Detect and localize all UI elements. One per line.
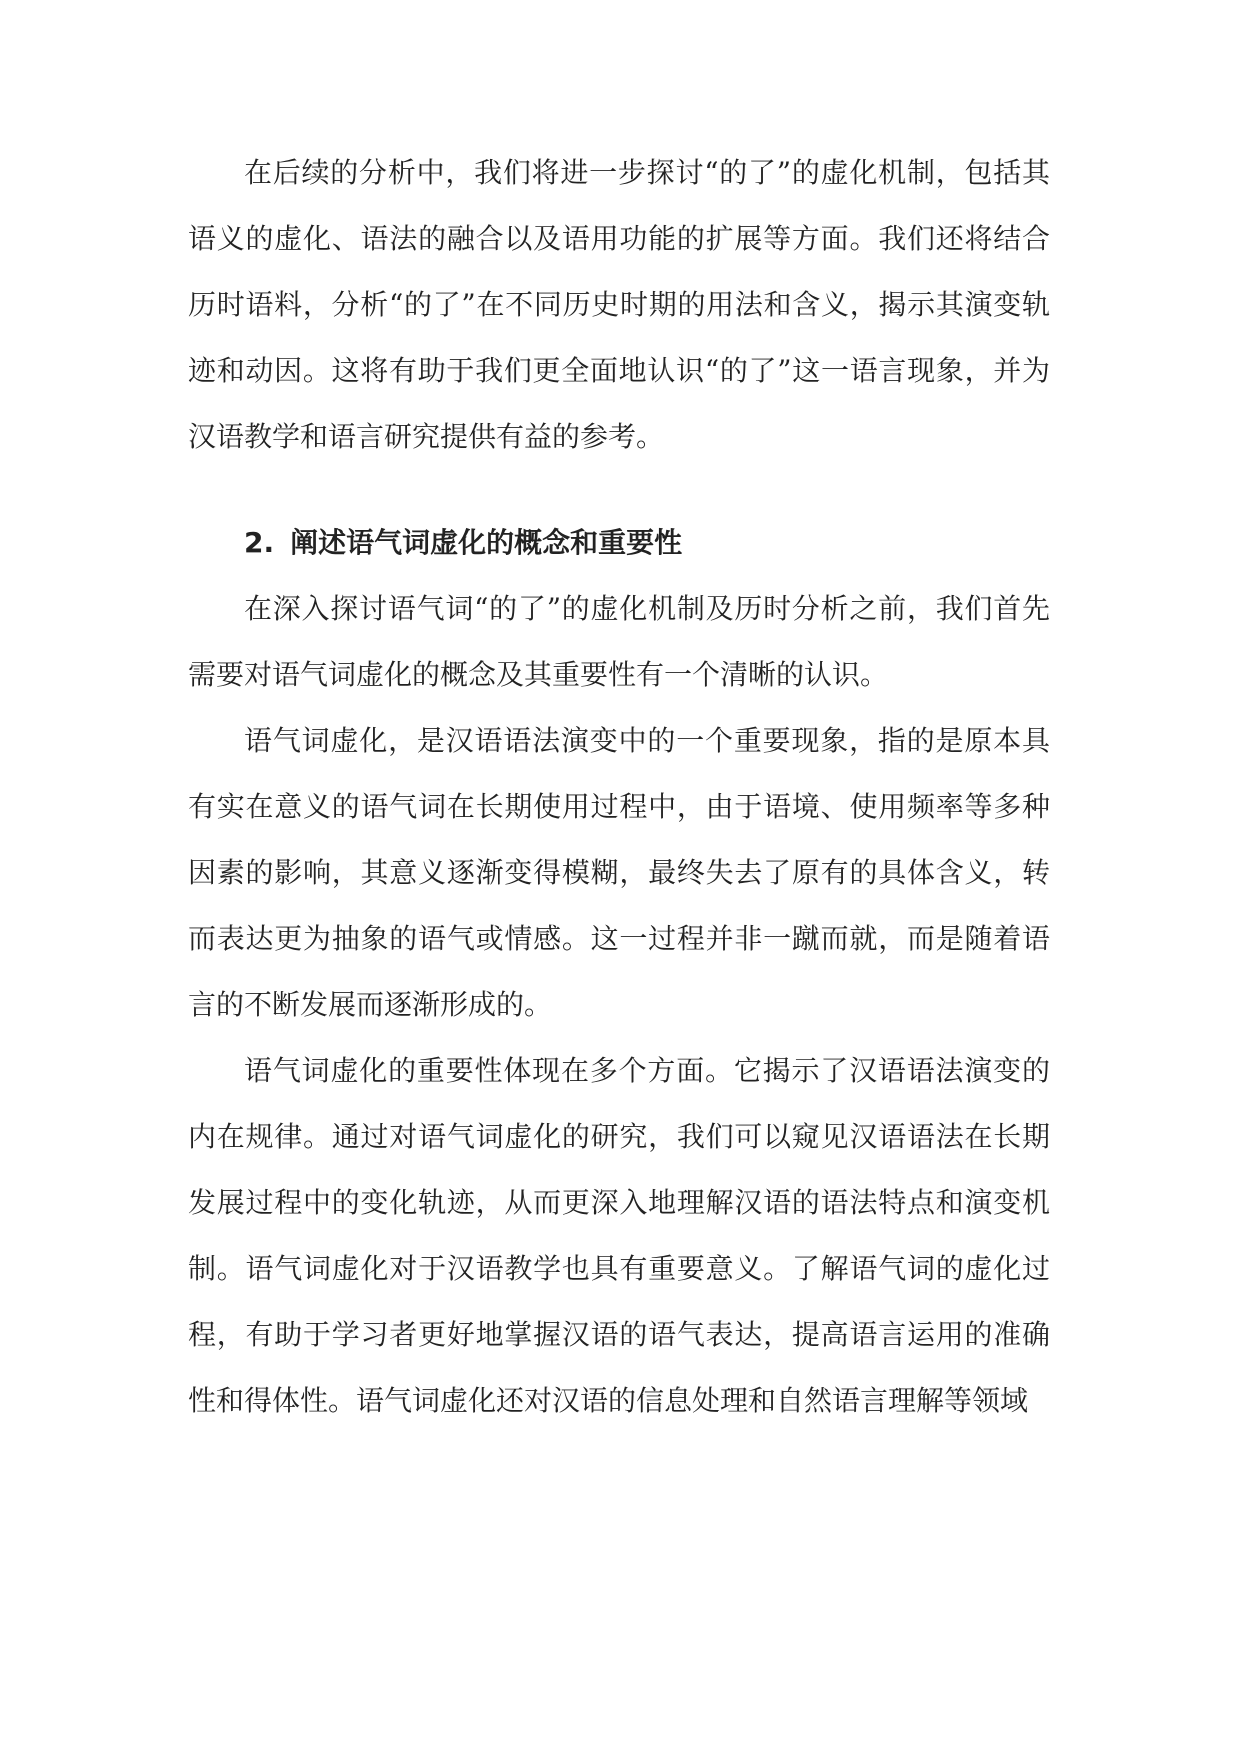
section-title: 阐述语气词虚化的概念和重要性 bbox=[290, 526, 683, 559]
section-heading bbox=[188, 510, 1050, 576]
paragraph-2: 语气词虚化，是汉语语法演变中的一个重要现象，指的是原本具有实在意义的语气词在长期使用过程中，由于语境、使用频率等多种因素的影响，其意义逐渐变得模糊，最终失去了原有的具体含义，转而表达更为抽象的语气或情感。这一过程并非一蹴而就，而是随着语言的不断发展而逐渐形成的。 bbox=[188, 724, 1050, 1021]
paragraph-3: 语气词虚化的重要性体现在多个方面。它揭示了汉语语法演变的内在规律。通过对语气词虚化的研究，我们可以窥见汉语语法在长期发展过程中的变化轨迹，从而更深入地理解汉语的语法特点和演变机制。语气词虚化对于汉语教学也具有重要意义。了解语气词的虚化过程，有助于学习者更好地掌握汉语的语气表达，提高语言运用的准确性和得体性。语气词虚化还对汉语的信息处理和自然语言理解等领域 bbox=[188, 1054, 1050, 1417]
section-number: 2. bbox=[244, 526, 275, 559]
paragraph-1: 在深入探讨语气词“的了”的虚化机制及历时分析之前，我们首先需要对语气词虚化的概念及其重要性有一个清晰的认识。 bbox=[188, 592, 1050, 691]
paragraph-intro: 在后续的分析中，我们将进一步探讨“的了”的虚化机制，包括其语义的虚化、语法的融合以及语用功能的扩展等方面。我们还将结合历时语料，分析“的了”在不同历史时期的用法和含义，揭示其演变轨迹和动因。这将有助于我们更全面地认识“的了”这一语言现象，并为汉语教学和语言研究提供有益的参考。 bbox=[188, 156, 1050, 453]
document-body bbox=[188, 140, 1050, 1434]
